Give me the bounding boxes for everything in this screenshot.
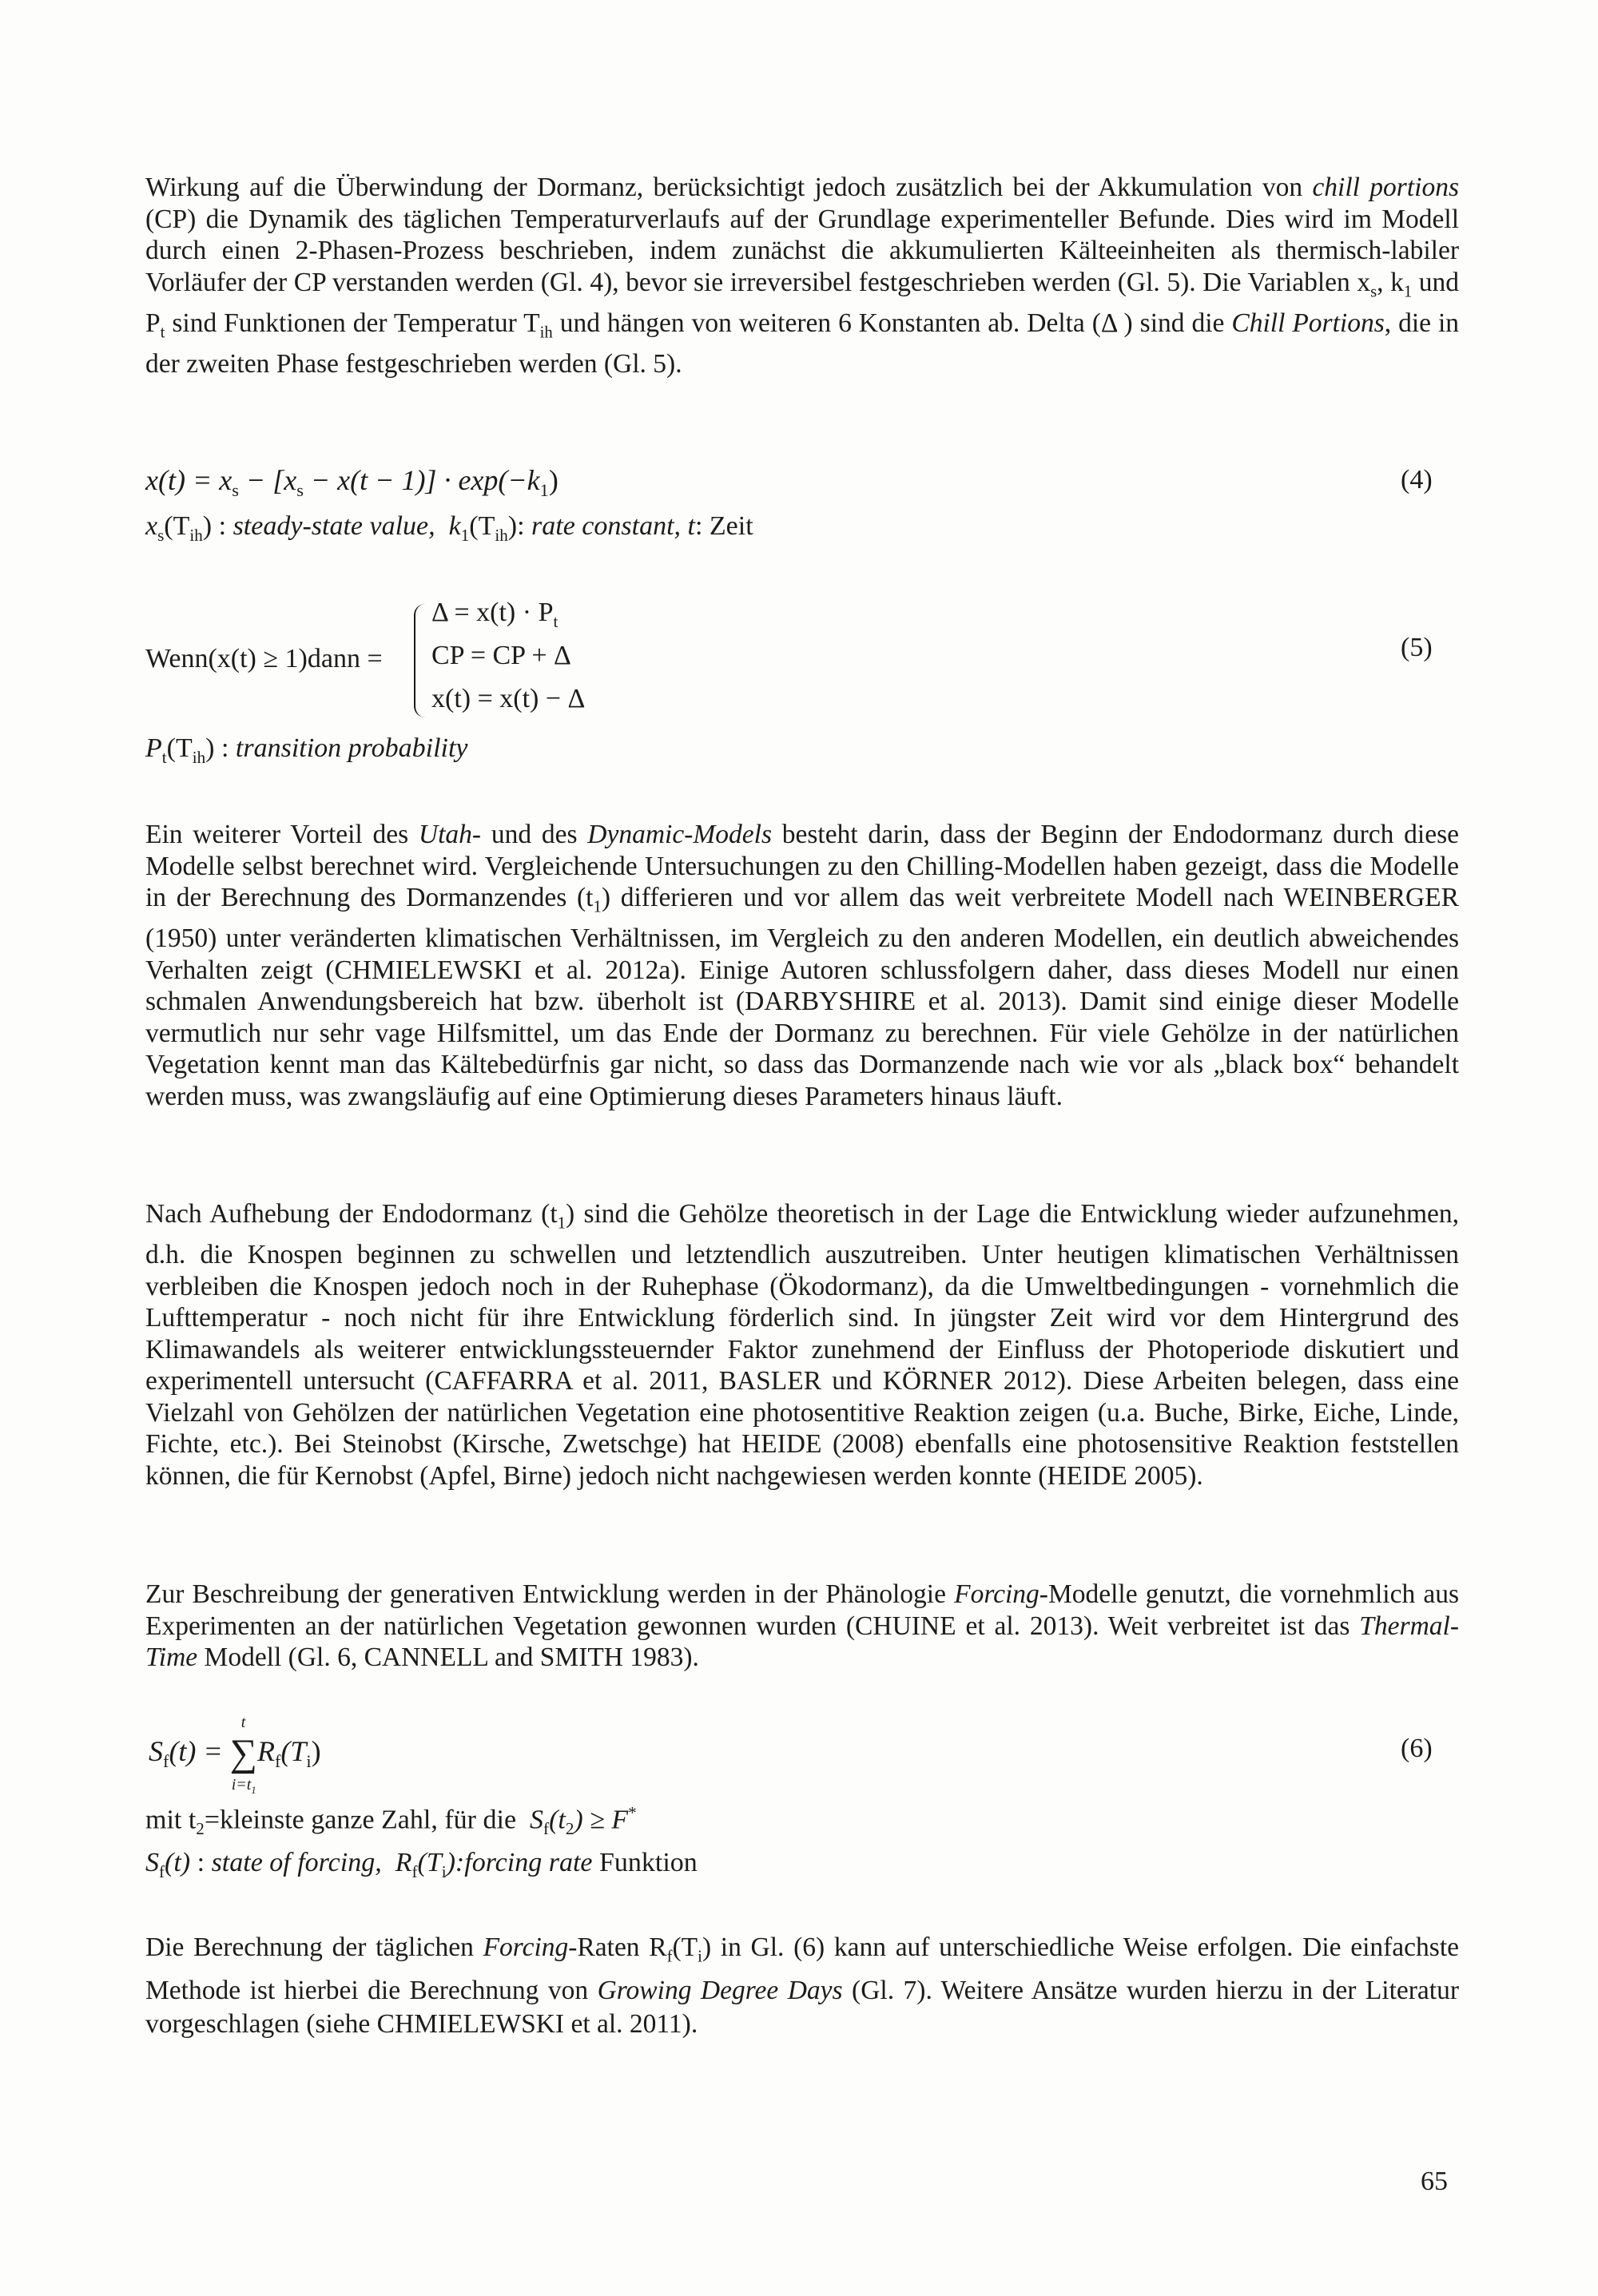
sum-symbol: ∑ xyxy=(229,1732,257,1774)
paragraph-forcing-models: Zur Beschreibung der generativen Entwicklung werden in der Phänologie Forcing-Modelle genutzt, die vornehmlich aus Experimenten an der natürlichen Vegetation gewonnen wurden (CHUINE et al. 2013). Weit verbreitet ist das Thermal-Time Modell (Gl. 6, CANNELL and SMITH 1983). xyxy=(145,1579,1459,1672)
equation-4-definitions: $x_s(T_{ih})$ : steady-state value, $k_1(T_{ih})$: rate constant, t: Zeit xyxy=(145,511,753,545)
equation-6-definitions: $S_f(t)$ : state of forcing, $R_f(T_i):forcing$ rate Funktion xyxy=(145,1848,698,1881)
equation-6: $S_f(t)$ = ∑ t $i=t_1$ $R_f(T_i)$ xyxy=(149,1714,321,1796)
paragraph-endodormancy: Ein weiterer Vorteil des Utah- und des Dynamic-Models besteht darin, dass der Beginn der Endodormanz durch diese Modelle selbst berechnet wird. Vergleichende Untersuchungen zu den Chilling-Modellen haben gezeigt, dass die Modelle in der Berechnung des Dormanzendes $(t_1)$ differieren und vor allem das weit verbreitete Modell nach WEINBERGER (1950) unter veränderten klimatischen Verhältnissen, im Vergleich zu den anderen Modellen, ein deutlich abweichendes Verhalten zeigt (CHMIELEWSKI et al. 2012a). Einige Autoren schlussfolgern daher, dass dieses Modell nur einen schmalen Anwendungsbereich hat bzw. überholt ist (DARBYSHIRE et al. 2013). Damit sind einige dieser Modelle vermutlich nur sehr vage Hilfsmittel, um das Ende der Dormanz zu berechnen. Für viele Gehölze in der natürlichen Vegetation kennt man das Kältebedürfnis gar nicht, so dass das Dormanzende nach wie vor als „black box“ behandelt werden muss, was zwangsläufig auf eine Optimierung dieses Parameters hinaus läuft. xyxy=(145,820,1459,1111)
paragraph-dynamic-model: Wirkung auf die Überwindung der Dormanz, berücksichtigt jedoch zusätzlich bei der Akkumulation von chill portions (CP) die Dynamik des täglichen Temperaturverlaufs auf der Grundlage experimenteller Befunde. Dies wird im Modell durch einen 2-Phasen-Prozess beschrieben, indem zunächst die akkumulierten Kälteeinheiten als thermisch-labiler Vorläufer der CP verstanden werden (Gl. 4), bevor sie irreversibel festgeschrieben werden (Gl. 5). Die Variablen $x_s$, $k_1$ und $P_t$ sind Funktionen der Temperatur $T_{ih}$ und hängen von weiteren 6 Konstanten ab. Delta (Δ ) sind die Chill Portions, die in der zweiten Phase festgeschrieben werden (Gl. 5). xyxy=(145,173,1460,379)
equation-5-case-2: CP = CP + Δ xyxy=(431,641,571,670)
equation-6-condition: mit $t_2=kleinste$ ganze Zahl, für die $S_f(t_2) \ge F^*$ xyxy=(145,1803,637,1839)
paragraph-ecodormancy: Nach Aufhebung der Endodormanz $(t_1)$ sind die Gehölze theoretisch in der Lage die Entwicklung wieder aufzunehmen, d.h. die Knospen beginnen zu schwellen und letztendlich auszutreiben. Unter heutigen klimatischen Verhältnissen verbleiben die Knospen jedoch noch in der Ruhephase (Ökodormanz), da die Umweltbedingungen - vornehmlich die Lufttemperatur - noch nicht für ihre Entwicklung förderlich sind. In jüngster Zeit wird vor dem Hintergrund des Klimawandels als weiterer entwicklungssteuernder Faktor zunehmend der Einfluss der Photoperiode diskutiert und experimentell untersucht (CAFFARRA et al. 2011, BASLER und KÖRNER 2012). Diese Arbeiten belegen, dass eine Vielzahl von Gehölzen der natürlichen Vegetation eine photosentitive Reaktion zeigen (u.a. Buche, Birke, Eiche, Linde, Fichte, etc.). Bei Steinobst (Kirsche, Zwetschge) hat HEIDE (2008) ebenfalls eine photosensitive Reaktion feststellen können, die für Kernobst (Apfel, Birne) jedoch nicht nachgewiesen werden konnte (HEIDE 2005). xyxy=(145,1199,1460,1491)
equation-5-number: (5) xyxy=(1401,633,1433,662)
equation-4: $x(t) = x_s - [x_s - x(t - 1)] \cdot \exp(-k_1)$ xyxy=(145,464,559,501)
equation-5-lhs: Wenn(x(t) ≥ 1)dann = xyxy=(145,644,383,673)
equation-5-definitions: $P_t(T_{ih})$ : transition probability xyxy=(145,733,468,767)
equation-5-case-3: x(t) = x(t) − Δ xyxy=(431,684,586,713)
paragraph-forcing-rates: Die Berechnung der täglichen Forcing-Raten $R_f(T_i)$ in Gl. (6) kann auf unterschiedliche Weise erfolgen. Die einfachste Methode ist hierbei die Berechnung von Growing Degree Days (Gl. 7). Weitere Ansätze wurden hierzu in der Literatur vorgeschlagen (siehe CHMIELEWSKI et al. 2011). xyxy=(145,1933,1460,2039)
page-number: 65 xyxy=(1421,2167,1448,2196)
equation-5-brace xyxy=(414,604,430,717)
equation-4-number: (4) xyxy=(1401,465,1433,495)
equation-6-number: (6) xyxy=(1401,1734,1433,1763)
equation-5-case-1: $\Delta = x(t) \cdot P_t$ xyxy=(431,598,559,631)
